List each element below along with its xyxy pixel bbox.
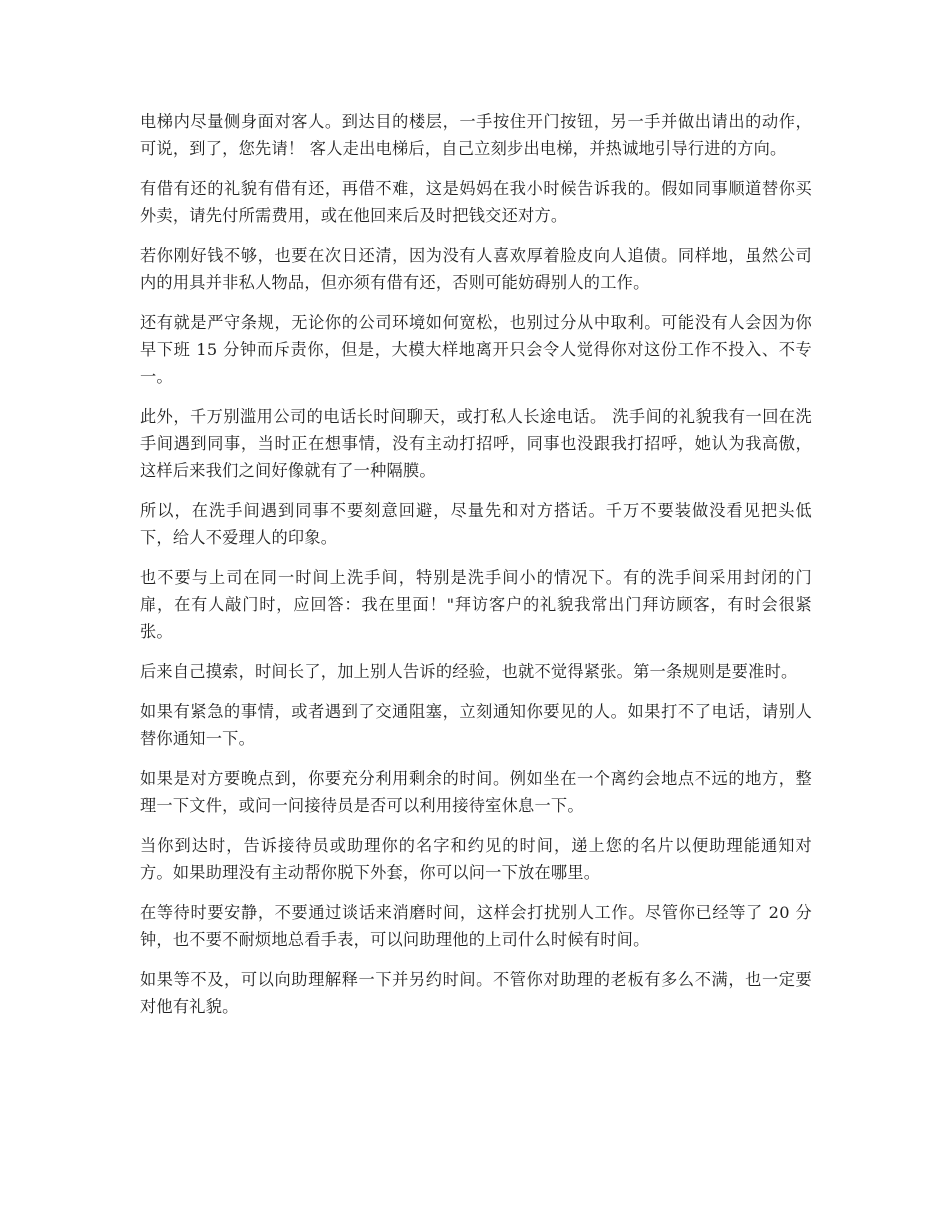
paragraph: 也不要与上司在同一时间上洗手间，特别是洗手间小的情况下。有的洗手间采用封闭的门扉，在有人敲门时，应回答：我在里面！"拜访客户的礼貌我常出门拜访顾客，有时会很紧张。 xyxy=(140,568,812,641)
paragraph: 此外，千万别滥用公司的电话长时间聊天，或打私人长途电话。 洗手间的礼貌我有一回在洗手间遇到同事，当时正在想事情，没有主动打招呼，同事也没跟我打招呼，她认为我高傲，这样后来我们之间好像就有了一种隔膜。 xyxy=(140,407,812,480)
paragraph: 电梯内尽量侧身面对客人。到达目的楼层，一手按住开门按钮，另一手并做出请出的动作，可说，到了，您先请！ 客人走出电梯后，自己立刻步出电梯，并热诚地引导行进的方向。 xyxy=(140,112,812,158)
paragraph: 如果等不及，可以向助理解释一下并另约时间。不管你对助理的老板有多么不满，也一定要对他有礼貌。 xyxy=(140,970,812,1016)
paragraph: 在等待时要安静，不要通过谈话来消磨时间，这样会打扰别人工作。尽管你已经等了 20 分钟，也不要不耐烦地总看手表，可以问助理他的上司什么时候有时间。 xyxy=(140,903,812,949)
paragraph: 后来自己摸索，时间长了，加上别人告诉的经验，也就不觉得紧张。第一条规则是要准时。 xyxy=(140,662,798,681)
paragraph: 若你刚好钱不够，也要在次日还清，因为没有人喜欢厚着脸皮向人追债。同样地，虽然公司内的用具并非私人物品，但亦须有借有还，否则可能妨碍别人的工作。 xyxy=(140,246,812,292)
paragraph: 有借有还的礼貌有借有还，再借不难，这是妈妈在我小时候告诉我的。假如同事顺道替你买外卖，请先付所需费用，或在他回来后及时把钱交还对方。 xyxy=(140,179,812,225)
paragraph: 当你到达时，告诉接待员或助理你的名字和约见的时间，递上您的名片以便助理能通知对方。如果助理没有主动帮你脱下外套，你可以问一下放在哪里。 xyxy=(140,836,812,882)
paragraph: 还有就是严守条规，无论你的公司环境如何宽松，也别过分从中取利。可能没有人会因为你早下班 15 分钟而斥责你，但是，大模大样地离开只会令人觉得你对这份工作不投入、不专一。 xyxy=(140,313,812,386)
paragraph: 如果是对方要晚点到，你要充分利用剩余的时间。例如坐在一个离约会地点不远的地方，整理一下文件，或问一问接待员是否可以利用接待室休息一下。 xyxy=(140,769,812,815)
paragraph: 所以，在洗手间遇到同事不要刻意回避，尽量先和对方搭话。千万不要装做没看见把头低下，给人不爱理人的印象。 xyxy=(140,501,812,547)
document-body xyxy=(140,108,812,1033)
paragraph: 如果有紧急的事情，或者遇到了交通阻塞，立刻通知你要见的人。如果打不了电话，请别人替你通知一下。 xyxy=(140,702,812,748)
